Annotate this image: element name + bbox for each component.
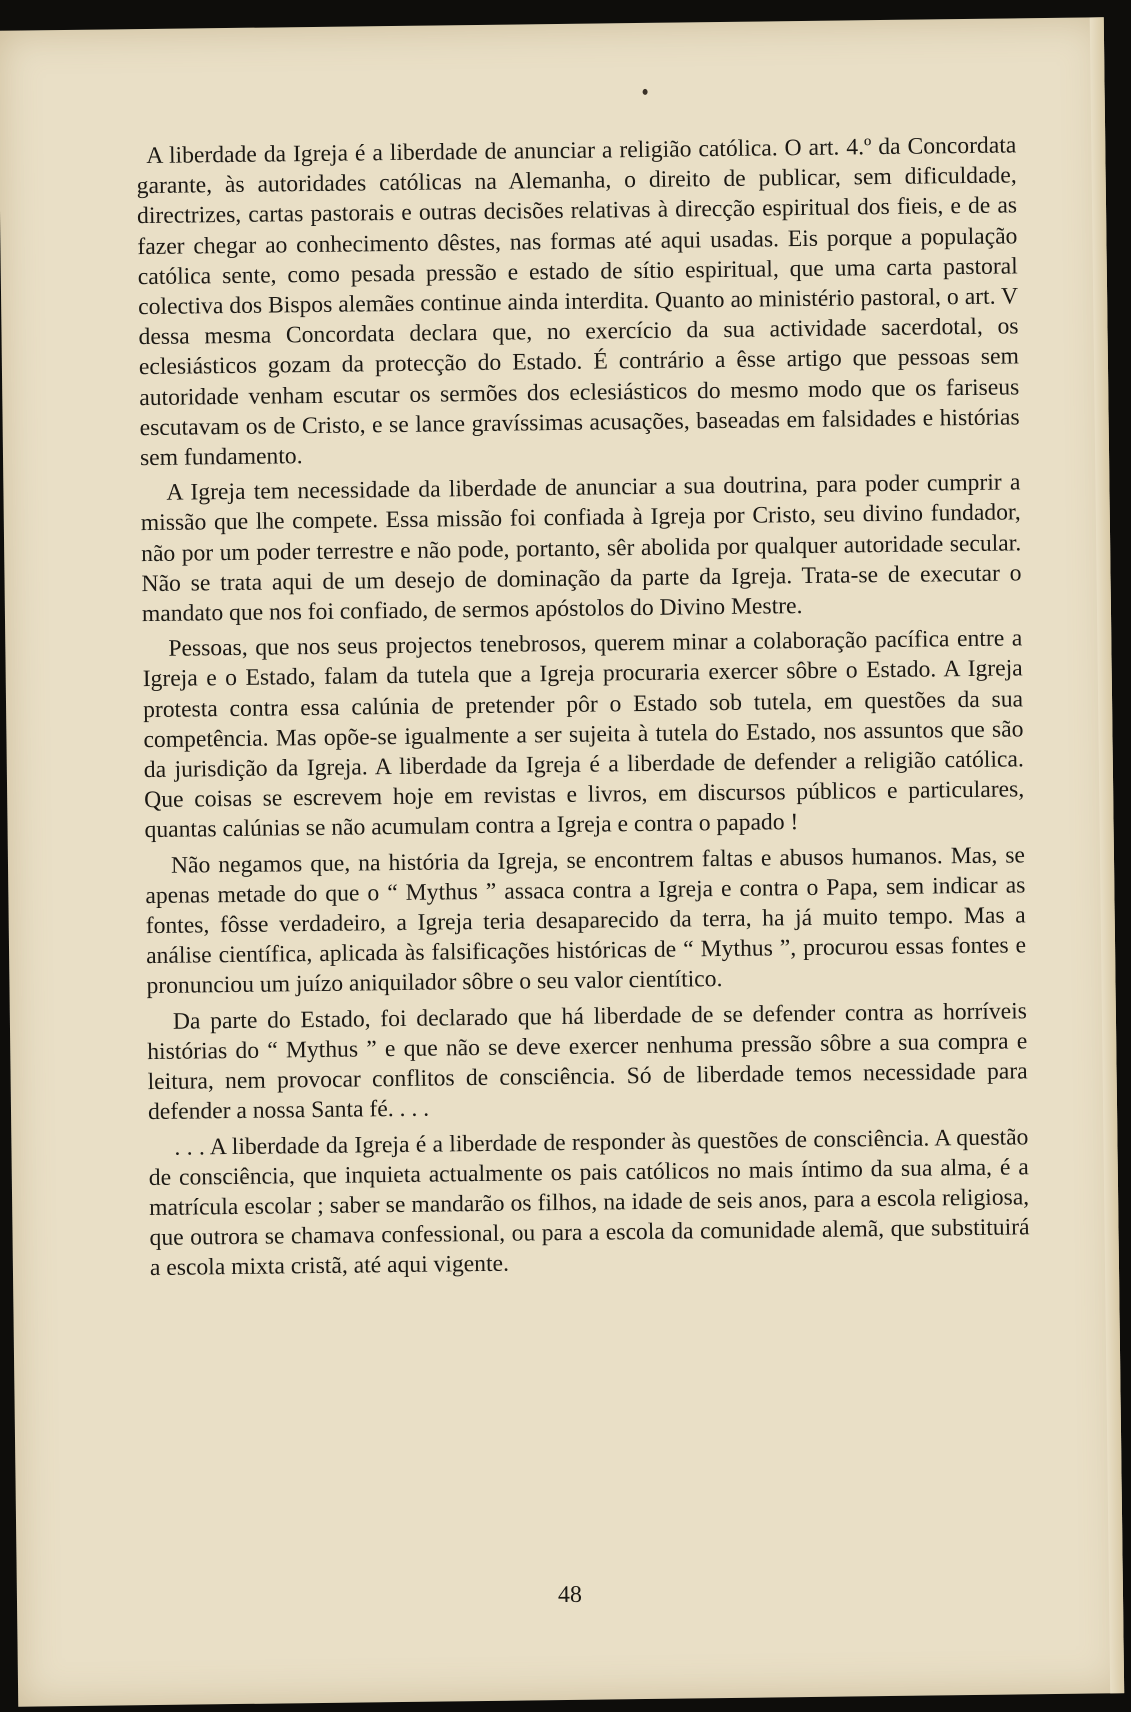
- ink-speck: [643, 89, 648, 95]
- body-text: [136, 130, 1030, 1288]
- page-number: 48: [557, 1581, 583, 1609]
- paragraph-2: A Igreja tem necessidade da liberdade de anunciar a sua doutrina, para poder cumprir a missão que lhe compete. Essa missão foi confiada à Igreja por Cristo, seu divino fundador, não por um poder terrestre e não pode, portanto, sêr abolida por qualquer autoridade secular. Não se trata aqui de um desejo de dominação da parte da Igreja. Trata-se de executar o mandato que nos foi confiado, de sermos apóstolos do Divino Mestre.: [140, 469, 1022, 628]
- paragraph-4: Não negamos que, na história da Igreja, se encontrem faltas e abusos humanos. Mas, se apenas metade do que o “ Mythus ” assaca contra a Igreja e contra o Papa, sem indicar as fontes, fôsse verdadeiro, a Igreja teria desaparecido da terra, ha já muito tempo. Mas a análise científica, aplicada às falsificações históricas de “ Mythus ”, procurou essas fontes e pronunciou um juízo aniquilador sôbre o seu valor cientítico.: [145, 842, 1027, 1000]
- paragraph-3: Pessoas, que nos seus projectos tenebrosos, querem minar a colaboração pacífica entre a Igreja e o Estado, falam da tutela que a Igreja procuraria exercer sôbre o Estado. A Igreja protesta contra essa calúnia de pretender pôr o Estado sob tutela, em questões da sua competência. Mas opõe-se igualmente a ser sujeita à tutela do Estado, nos assuntos que são da jurisdição da Igreja. A liberdade da Igreja é a liberdade de defender a religião católica. Que coisas se escrevem hoje em revistas e livros, em discursos públicos e particulares, quantas calúnias se não acumulam contra a Igreja e contra o papado !: [142, 625, 1025, 844]
- paragraph-1: A liberdade da Igreja é a liberdade de anunciar a religião católica. O art. 4.º da Concordata garante, às autoridades católicas na Alemanha, o direito de publicar, sem dificuldade, directrizes, cartas pastorais e outras decisões relativas à direcção espiritual dos fieis, e de as fazer chegar ao conhecimento dêstes, nas formas até aqui usadas. Eis porque a população católica sente, como pesada pressão e estado de sítio espiritual, que uma carta pastoral colectiva dos Bispos alemães continue ainda interdita. Quanto ao ministério pastoral, o art. V dessa mesma Concordata declara que, no exercício da sua actividade sacerdotal, os eclesiásticos gozam da protecção do Estado. É contrário a êsse artigo que pessoas sem autoridade venham escutar os sermões dos eclesiásticos do mesmo modo que os fariseus escutavam os de Cristo, e se lance gravíssimas acusações, baseadas em falsidades e histórias sem fundamento.: [136, 132, 1020, 472]
- paragraph-5: Da parte do Estado, foi declarado que há liberdade de se defender contra as horríveis histórias do “ Mythus ” e que não se deve exercer nenhuma pressão sôbre a sua compra e leitura, nem provocar conflitos de consciência. Só de liberdade temos necessidade para defender a nossa Santa fé. . . .: [147, 998, 1028, 1126]
- book-page: [0, 17, 1124, 1706]
- page-edge: [1090, 17, 1124, 1693]
- paragraph-6: . . . A liberdade da Igreja é a liberdade de responder às questões de consciência. A questão de consciência, que inquieta actualmente os pais católicos no mais íntimo da sua alma, é a matrícula escolar ; saber se mandarão os filhos, na idade de seis anos, para a escola religiosa, que outrora se chamava confessional, ou para a escola da comunidade alemã, que substituirá a escola mixta cristã, até aqui vigente.: [148, 1123, 1030, 1282]
